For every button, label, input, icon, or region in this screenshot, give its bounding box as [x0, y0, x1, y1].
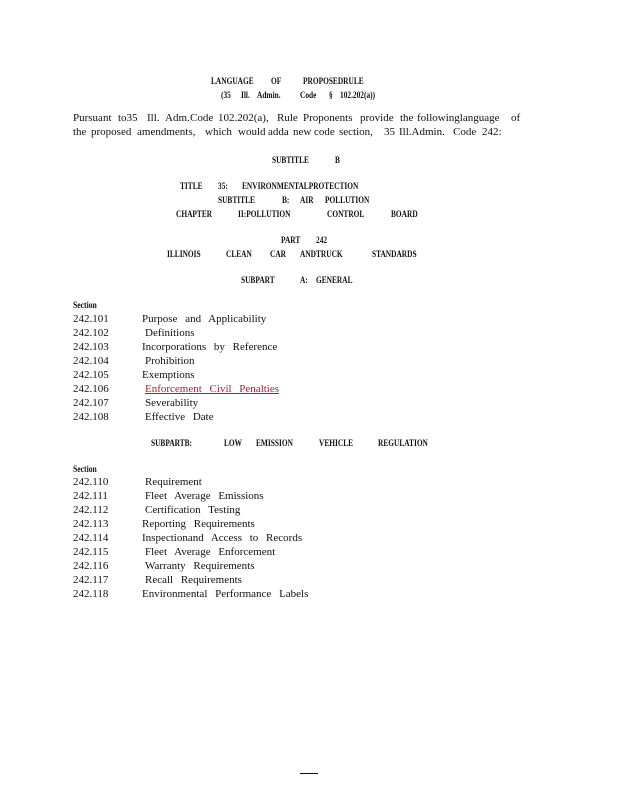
section-number: 242.117 [73, 574, 109, 586]
section-title: Fleet Average Enforcement [145, 546, 276, 558]
section-label: Section [73, 464, 97, 474]
heading-word: TITLE [180, 181, 203, 191]
heading-citation: (35 [221, 90, 231, 100]
heading-citation: Admin. [257, 90, 281, 100]
section-title: Certification Testing [145, 504, 241, 516]
section-title: Inspectionand Access to Records [142, 532, 303, 544]
intro-word: would [238, 126, 266, 138]
section-number: 242.104 [73, 355, 109, 367]
section-number: 242.118 [73, 588, 109, 600]
section-number: 242.102 [73, 327, 109, 339]
heading-citation: § [329, 90, 333, 100]
heading-word: ILLINOIS [167, 249, 201, 259]
intro-word: proposed [91, 126, 132, 138]
intro-word: Rule [277, 112, 298, 124]
intro-word: Ill. [147, 112, 160, 124]
intro-word: 102.202(a), [218, 112, 269, 124]
section-title: Warranty Requirements [145, 560, 255, 572]
heading-word: CAR [270, 249, 286, 259]
heading-word: POLLUTION [325, 195, 370, 205]
section-title: Requirement [145, 476, 202, 488]
section-number: 242.113 [73, 518, 109, 530]
intro-word: new [293, 126, 312, 138]
intro-word: section, [339, 126, 373, 138]
intro-word: Ill.Admin. [399, 126, 445, 138]
intro-word: 242: [482, 126, 502, 138]
section-title: Environmental Performance Labels [142, 588, 309, 600]
section-title: Exemptions [142, 369, 195, 381]
heading-word: SUBTITLE [218, 195, 255, 205]
heading-word: OF [271, 76, 282, 86]
section-number: 242.114 [73, 532, 109, 544]
heading-word: ENVIRONMENTALPROTECTION [242, 181, 359, 191]
section-number: 242.103 [73, 341, 109, 353]
heading-word: REGULATION [378, 438, 428, 448]
section-number: 242.115 [73, 546, 109, 558]
footer-page-rule [300, 773, 318, 774]
section-label: Section [73, 300, 97, 310]
intro-word: code [314, 126, 335, 138]
section-title: Incorporations by Reference [142, 341, 278, 353]
section-title: Reporting Requirements [142, 518, 255, 530]
intro-word: adda [268, 126, 289, 138]
section-number: 242.112 [73, 504, 109, 516]
section-title: Effective Date [145, 411, 214, 423]
heading-word: 35: [218, 181, 228, 191]
heading-word: CHAPTER [176, 209, 213, 219]
heading-word: CONTROL [327, 209, 365, 219]
intro-word: Pursuant [73, 112, 112, 124]
heading-word: II:POLLUTION [238, 209, 291, 219]
section-number: 242.106 [73, 383, 109, 395]
intro-word: provide [360, 112, 394, 124]
section-number: 242.105 [73, 369, 109, 381]
intro-word: amendments, [137, 126, 196, 138]
intro-word: Code [453, 126, 477, 138]
heading-word: SUBPART [241, 275, 275, 285]
section-number: 242.110 [73, 476, 109, 488]
heading-word: SUBPARTB: [151, 438, 193, 448]
heading-word: PROPOSEDRULE [303, 76, 364, 86]
heading-word: LOW [224, 438, 243, 448]
heading-word: 242 [316, 235, 328, 245]
intro-word: which [205, 126, 232, 138]
section-title[interactable]: Enforcement Civil Penalties [145, 383, 280, 395]
heading-word: EMISSION [256, 438, 293, 448]
heading-word: A: [300, 275, 308, 285]
intro-word: to35 [118, 112, 138, 124]
section-title: Severability [145, 397, 199, 409]
heading-word: CLEAN [226, 249, 252, 259]
intro-word: the [73, 126, 87, 138]
heading-word: VEHICLE [319, 438, 354, 448]
intro-word: Proponents [303, 112, 353, 124]
heading-word: LANGUAGE [211, 76, 254, 86]
heading-word: PART [281, 235, 301, 245]
section-title: Recall Requirements [145, 574, 242, 586]
section-number: 242.116 [73, 560, 109, 572]
heading-word: ANDTRUCK [300, 249, 343, 259]
heading-citation: Ill. [241, 90, 250, 100]
heading-citation: 102.202(a)) [340, 90, 376, 100]
section-title: Purpose and Applicability [142, 313, 267, 325]
heading-word: AIR [300, 195, 314, 205]
section-title: Definitions [145, 327, 195, 339]
section-title: Prohibition [145, 355, 195, 367]
heading-citation: Code [300, 90, 317, 100]
heading-word: GENERAL [316, 275, 353, 285]
intro-word: of [511, 112, 521, 124]
heading-word: SUBTITLE [272, 155, 309, 165]
heading-word: STANDARDS [372, 249, 417, 259]
intro-word: followinglanguage [417, 112, 500, 124]
heading-word: BOARD [391, 209, 418, 219]
section-number: 242.101 [73, 313, 109, 325]
heading-word: B [335, 155, 340, 165]
intro-word: Adm. [165, 112, 190, 124]
section-number: 242.108 [73, 411, 109, 423]
section-number: 242.111 [73, 490, 108, 502]
intro-word: 35 [384, 126, 395, 138]
heading-word: B: [282, 195, 290, 205]
intro-word: the [400, 112, 414, 124]
section-number: 242.107 [73, 397, 109, 409]
section-title: Fleet Average Emissions [145, 490, 264, 502]
intro-word: Code [190, 112, 214, 124]
